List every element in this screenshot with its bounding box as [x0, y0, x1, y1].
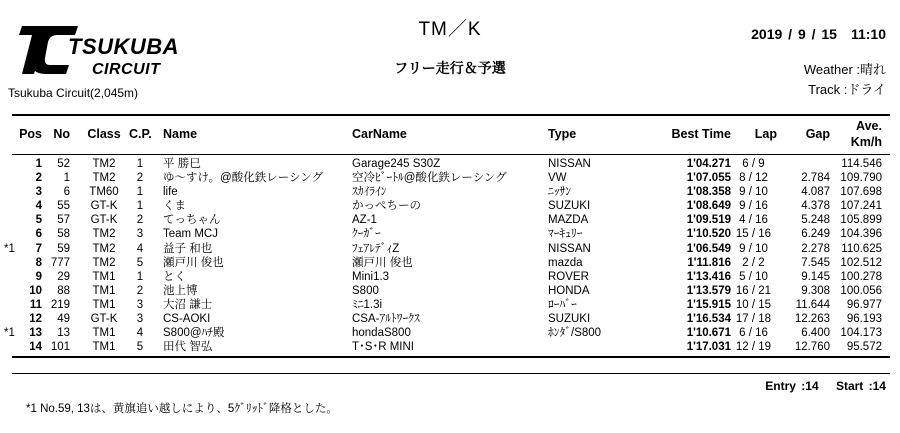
- table-row: [12, 284, 890, 298]
- row-best-time: 1'06.549: [686, 242, 731, 255]
- row-average-speed: 107.698: [840, 186, 882, 199]
- row-best-time: 1'17.031: [686, 341, 731, 354]
- header-best-time: Best Time: [671, 127, 731, 141]
- row-gap: 6.249: [801, 228, 830, 241]
- row-driver-name: life: [163, 186, 178, 199]
- row-car-number: 219: [50, 298, 70, 311]
- row-class: TM1: [92, 298, 116, 311]
- row-car-name: かっぺちーの: [352, 200, 421, 213]
- row-average-speed: 114.546: [841, 158, 882, 170]
- table-row: [12, 199, 890, 213]
- row-car-type: ﾛｰﾊﾞｰ: [548, 298, 577, 311]
- row-class-position: 5: [136, 341, 144, 354]
- row-gap: 2.784: [801, 172, 830, 185]
- row-average-speed: 96.193: [846, 313, 882, 326]
- row-car-type: mazda: [548, 256, 583, 269]
- row-driver-name: てっちゃん: [163, 214, 221, 227]
- row-best-time: 1'09.519: [686, 214, 731, 227]
- row-driver-name: 池上博: [163, 284, 198, 297]
- row-car-type: SUZUKI: [548, 313, 591, 326]
- row-lap: 12 / 19: [735, 341, 772, 354]
- row-car-number: 1: [63, 172, 70, 185]
- row-best-time: 1'10.520: [686, 228, 731, 241]
- results-table: [4, 114, 890, 358]
- summary-divider: [12, 373, 890, 374]
- row-class-position: 3: [136, 313, 144, 326]
- table-row: [12, 312, 890, 326]
- row-best-time: 1'10.671: [686, 327, 731, 340]
- row-car-name: hondaS800: [352, 327, 411, 340]
- venue-label: Tsukuba Circuit(2,045m): [8, 86, 139, 100]
- row-car-name: AZ-1: [352, 214, 377, 227]
- row-car-type: MAZDA: [548, 214, 589, 227]
- row-car-name: T･S･R MINI: [352, 341, 414, 354]
- row-car-number: 101: [50, 341, 70, 354]
- row-average-speed: 102.512: [840, 256, 882, 269]
- row-driver-name: 益子 和也: [163, 242, 213, 255]
- row-car-number: 6: [63, 186, 70, 199]
- row-class: GT-K: [90, 313, 118, 326]
- row-best-time: 1'13.416: [686, 270, 731, 283]
- table-row: [12, 185, 890, 199]
- row-class: TM60: [89, 186, 119, 199]
- row-note: *1: [4, 242, 15, 255]
- row-driver-name: Team MCJ: [163, 228, 218, 241]
- weather-label: Weather :晴れ: [803, 62, 886, 77]
- row-lap: 9 / 16: [739, 200, 768, 213]
- penalty-footnote: *1 No.59, 13は、黄旗追い越しにより、5ｸﾞﾘｯﾄﾞ降格とした。: [26, 403, 338, 415]
- row-car-number: 13: [57, 327, 70, 340]
- row-lap: 9 / 10: [739, 186, 768, 199]
- header-pos: Pos: [19, 127, 42, 141]
- row-average-speed: 100.278: [840, 270, 882, 283]
- row-lap: 10 / 15: [735, 298, 772, 311]
- row-gap: 9.145: [801, 270, 830, 283]
- row-class-position: 5: [136, 256, 144, 269]
- row-car-number: 777: [50, 256, 70, 269]
- row-class: TM2: [92, 172, 116, 185]
- header-ave: [830, 118, 882, 150]
- row-pos: 1: [35, 158, 42, 170]
- row-average-speed: 95.572: [846, 341, 882, 354]
- row-class: TM1: [92, 327, 116, 340]
- row-class: TM2: [92, 256, 116, 269]
- row-class-position: 4: [136, 327, 144, 340]
- table-row: [12, 213, 890, 227]
- row-pos: 3: [35, 186, 42, 199]
- row-class-position: 4: [136, 242, 144, 255]
- row-average-speed: 96.977: [846, 298, 882, 311]
- header-gap: Gap: [805, 127, 830, 141]
- row-gap: 2.278: [801, 242, 830, 255]
- row-best-time: 1'15.915: [686, 298, 731, 311]
- row-class-position: 1: [136, 200, 144, 213]
- row-lap: 2 / 2: [742, 256, 765, 269]
- row-pos: 12: [29, 313, 42, 326]
- row-best-time: 1'11.816: [687, 256, 731, 269]
- row-class: TM1: [92, 284, 116, 297]
- row-car-name: 空冷ﾋﾞｰﾄﾙ@酸化鉄レーシング: [352, 172, 507, 185]
- table-row: [12, 157, 890, 171]
- row-gap: 5.248: [801, 214, 830, 227]
- header-cp: C.P.: [129, 127, 152, 141]
- row-pos: 4: [35, 200, 42, 213]
- track-condition-label: Track :ドライ: [808, 82, 886, 97]
- row-car-name: ﾌｪｱﾚﾃﾞｨZ: [352, 242, 400, 255]
- row-car-name: Mini1.3: [352, 270, 390, 283]
- row-class-position: 1: [136, 186, 144, 199]
- row-car-type: ﾆｯｻﾝ: [548, 186, 571, 199]
- row-gap: 6.400: [801, 327, 830, 340]
- table-row: [12, 256, 890, 270]
- row-lap: 8 / 12: [739, 172, 768, 185]
- page-title: TM／K: [418, 19, 482, 40]
- row-car-number: 52: [57, 158, 70, 170]
- row-best-time: 1'16.534: [686, 313, 731, 326]
- row-pos: 8: [35, 256, 42, 269]
- header-ave-line2: Km/h: [850, 135, 882, 149]
- row-lap: 6 / 16: [739, 327, 768, 340]
- row-car-number: 59: [57, 242, 70, 255]
- row-average-speed: 100.056: [840, 284, 882, 297]
- row-class: TM2: [92, 242, 116, 255]
- row-driver-name: とく: [163, 270, 186, 283]
- row-car-name: S800: [352, 284, 379, 297]
- row-class: TM2: [92, 228, 116, 241]
- row-lap: 16 / 21: [735, 284, 772, 297]
- row-best-time: 1'07.055: [686, 172, 731, 185]
- table-row: [12, 171, 890, 185]
- row-car-type: VW: [548, 172, 567, 185]
- row-pos: 5: [35, 214, 42, 227]
- row-gap: 9.308: [801, 284, 830, 297]
- row-pos: 7: [35, 242, 42, 255]
- table-row: [12, 340, 890, 354]
- row-average-speed: 104.173: [840, 327, 882, 340]
- row-note: *1: [4, 327, 15, 340]
- row-driver-name: ゆ～すけ。@酸化鉄レーシング: [163, 172, 323, 185]
- row-gap: 11.644: [795, 298, 830, 311]
- row-car-name: ﾐﾆ1.3i: [352, 298, 383, 311]
- row-class-position: 1: [136, 270, 144, 283]
- row-car-type: ﾎﾝﾀﾞ/S800: [548, 327, 602, 340]
- header-lap: Lap: [754, 127, 777, 141]
- row-best-time: 1'08.358: [686, 186, 731, 199]
- session-datetime: 2019 / 9 / 15 11:10: [751, 26, 886, 42]
- row-pos: 9: [35, 270, 42, 283]
- row-class-position: 2: [136, 172, 144, 185]
- row-lap: 17 / 18: [735, 313, 772, 326]
- row-gap: 4.378: [801, 200, 830, 213]
- row-car-number: 58: [57, 228, 70, 241]
- row-average-speed: 105.899: [840, 214, 882, 227]
- row-lap: 15 / 16: [735, 228, 772, 241]
- row-average-speed: 110.625: [841, 242, 882, 255]
- row-average-speed: 109.790: [840, 172, 882, 185]
- row-class: TM2: [92, 158, 116, 170]
- row-class: GT-K: [90, 214, 118, 227]
- header-class: Class: [87, 127, 121, 141]
- row-class-position: 3: [136, 228, 144, 241]
- row-pos: 11: [29, 298, 42, 311]
- row-car-type: SUZUKI: [548, 200, 591, 213]
- row-driver-name: CS-AOKI: [163, 313, 211, 326]
- row-car-type: ROVER: [548, 270, 589, 283]
- row-average-speed: 107.241: [840, 200, 882, 213]
- logo-line1: TSUKUBA: [68, 34, 180, 59]
- row-car-number: 49: [57, 313, 70, 326]
- row-class-position: 2: [136, 284, 144, 297]
- row-car-type: ﾏｰｷｭﾘｰ: [548, 228, 583, 241]
- table-row: [4, 242, 890, 256]
- header-type: Type: [548, 127, 577, 141]
- table-row: [12, 270, 890, 284]
- logo-line2: CIRCUIT: [92, 61, 161, 78]
- row-car-number: 88: [57, 284, 70, 297]
- row-driver-name: 田代 智弘: [163, 341, 213, 354]
- header-no: No: [53, 127, 70, 141]
- row-pos: 13: [29, 327, 42, 340]
- row-car-type: NISSAN: [548, 242, 591, 255]
- row-lap: 4 / 16: [739, 214, 768, 227]
- row-best-time: 1'13.579: [686, 284, 731, 297]
- row-car-name: ｽｶｲﾗｲﾝ: [352, 186, 387, 199]
- row-class-position: 3: [136, 298, 144, 311]
- row-gap: 4.087: [801, 186, 830, 199]
- entry-start-count: Entry :14 Start :14: [765, 379, 886, 393]
- row-car-number: 29: [57, 270, 70, 283]
- row-car-name: 瀬戸川 俊也: [352, 256, 413, 269]
- row-car-type: NISSAN: [548, 158, 591, 170]
- row-driver-name: 大沼 謙士: [163, 298, 213, 311]
- row-driver-name: 平 勝巳: [163, 158, 201, 170]
- row-car-name: ｸｰｶﾞｰ: [352, 228, 381, 241]
- row-best-time: 1'08.649: [686, 200, 731, 213]
- results-table-body: [4, 155, 890, 356]
- row-car-type: HONDA: [548, 284, 590, 297]
- row-lap: 6 / 9: [742, 158, 765, 170]
- row-class-position: 2: [136, 214, 144, 227]
- row-class: TM1: [92, 270, 116, 283]
- header-ave-line1: Ave.: [856, 119, 882, 133]
- row-class: GT-K: [90, 200, 118, 213]
- row-pos: 6: [35, 228, 42, 241]
- row-driver-name: S800@ﾊﾁ殿: [163, 327, 225, 340]
- header-name: Name: [163, 127, 198, 141]
- row-car-number: 57: [57, 214, 70, 227]
- row-car-name: Garage245 S30Z: [352, 158, 441, 170]
- row-driver-name: 瀬戸川 俊也: [163, 256, 224, 269]
- row-class-position: 1: [136, 158, 144, 170]
- session-subtitle: フリー走行＆予選: [394, 60, 506, 76]
- row-lap: 5 / 10: [739, 270, 768, 283]
- header-carname: CarName: [352, 127, 407, 141]
- table-row: [4, 326, 890, 340]
- row-car-number: 55: [57, 200, 70, 213]
- results-table-header: [12, 116, 890, 155]
- row-pos: 14: [29, 341, 42, 354]
- row-pos: 10: [29, 284, 42, 297]
- row-gap: 7.545: [801, 256, 830, 269]
- table-row: [12, 227, 890, 241]
- row-car-name: CSA-ｱﾙﾄﾜｰｸｽ: [352, 313, 420, 326]
- row-driver-name: くま: [163, 200, 186, 213]
- row-class: TM1: [92, 341, 116, 354]
- row-average-speed: 104.396: [840, 228, 882, 241]
- table-row: [12, 298, 890, 312]
- row-lap: 9 / 10: [739, 242, 768, 255]
- row-best-time: 1'04.271: [686, 158, 731, 170]
- row-pos: 2: [35, 172, 42, 185]
- row-gap: 12.760: [794, 341, 830, 354]
- row-gap: 12.263: [794, 313, 830, 326]
